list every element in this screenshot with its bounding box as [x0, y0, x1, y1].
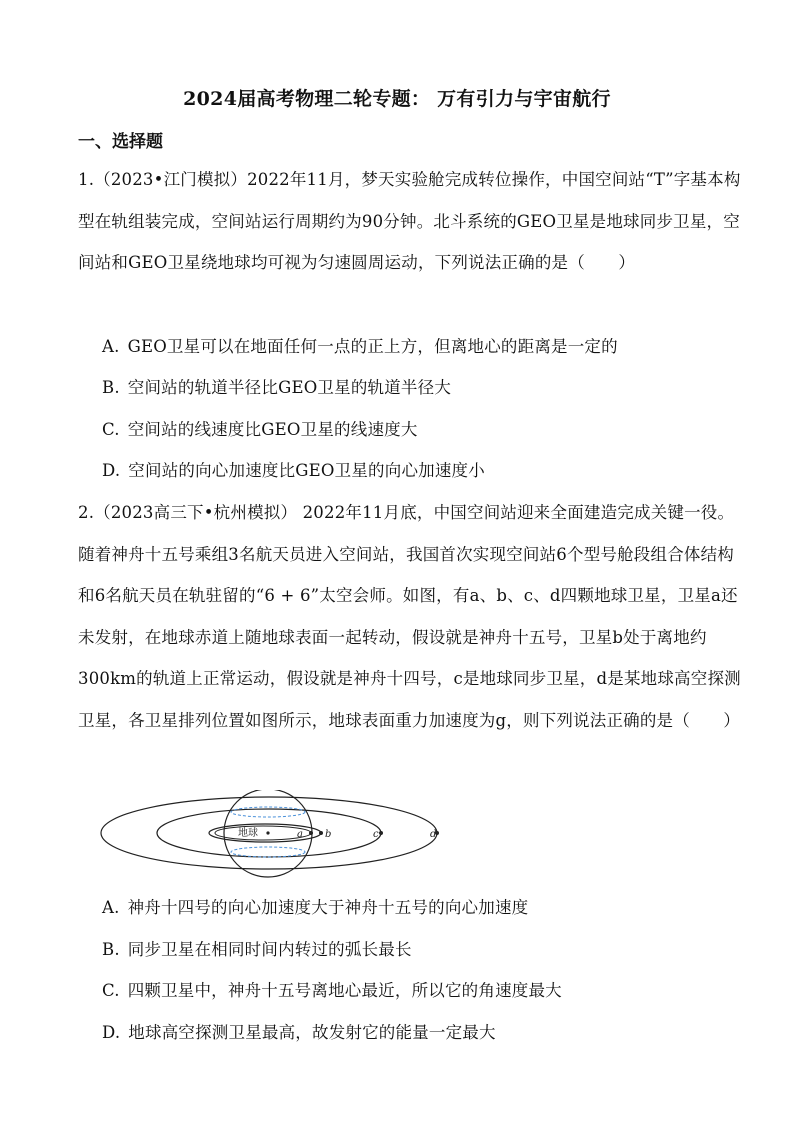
satellite-a	[309, 831, 313, 835]
earth-label: 地球	[238, 828, 258, 839]
satellite-b	[319, 831, 323, 835]
question-2-option-c	[102, 979, 752, 1003]
earth-center-dot	[266, 831, 269, 834]
option-text: 同步卫星在相同时间内转过的弧长最长	[127, 940, 412, 959]
option-label: B.	[102, 378, 120, 397]
option-text: 空间站的轨道半径比GEO卫星的轨道半径大	[127, 378, 452, 397]
option-label: D.	[102, 461, 121, 480]
question-1-option-a	[102, 335, 752, 359]
satellite-c-label: c	[373, 829, 379, 840]
option-label: D.	[102, 1023, 121, 1042]
question-1-option-c	[102, 418, 752, 442]
satellite-orbit-diagram	[98, 790, 443, 880]
question-2-option-d	[102, 1021, 752, 1045]
option-text: 四颗卫星中，神舟十五号离地心最近，所以它的角速度最大	[127, 981, 562, 1000]
satellite-d-label: d	[430, 829, 437, 840]
latitude-line-south	[231, 847, 305, 857]
option-label: C.	[102, 420, 120, 439]
option-label: A.	[102, 337, 120, 356]
question-2-option-b	[102, 938, 752, 962]
question-1-stem: 1.（2023•江门模拟）2022年11月，梦天实验舱完成转位操作，中国空间站“T”字基本构型在轨组装完成，空间站运行周期约为90分钟。北斗系统的GEO卫星是地球同步卫星，空间站和GEO卫星绕地球均可视为匀速圆周运动，下列说法正确的是（ ）	[78, 170, 741, 272]
question-2-option-a	[102, 896, 752, 920]
option-text: GEO卫星可以在地面任何一点的正上方，但离地心的距离是一定的	[127, 337, 618, 356]
satellite-c	[379, 831, 383, 835]
option-text: 地球高空探测卫星最高，故发射它的能量一定最大	[128, 1023, 496, 1042]
orbit-b	[209, 824, 321, 842]
question-1-option-d	[102, 459, 752, 483]
option-label: A.	[102, 898, 120, 917]
satellite-a-label: a	[297, 829, 303, 840]
document-title: 2024届高考物理二轮专题： 万有引力与宇宙航行	[183, 88, 611, 110]
section-heading: 一、选择题	[78, 132, 163, 152]
option-label: C.	[102, 981, 120, 1000]
option-label: B.	[102, 940, 120, 959]
question-1-option-b	[102, 376, 752, 400]
satellite-b-label: b	[325, 829, 332, 840]
option-text: 神舟十四号的向心加速度大于神舟十五号的向心加速度	[127, 898, 529, 917]
option-text: 空间站的向心加速度比GEO卫星的向心加速度小	[128, 461, 485, 480]
question-2-stem: 2.（2023高三下•杭州模拟） 2022年11月底，中国空间站迎来全面建造完成关键一役。随着神舟十五号乘组3名航天员进入空间站，我国首次实现空间站6个型号舱段组合体结构和6名航天员在轨驻留的“6 + 6”太空会师。如图，有a、b、c、d四颗地球卫星，卫星a还未发射，在地球赤道上随地球表面一起转动，假设就是神舟十五号，卫星b处于离地约300km的轨道上正常运动，假设就是神舟十四号，c是地球同步卫星，d是某地球高空探测卫星，各卫星排列位置如图所示，地球表面重力加速度为g，则下列说法正确的是（ ）	[78, 503, 741, 730]
option-text: 空间站的线速度比GEO卫星的线速度大	[127, 420, 418, 439]
